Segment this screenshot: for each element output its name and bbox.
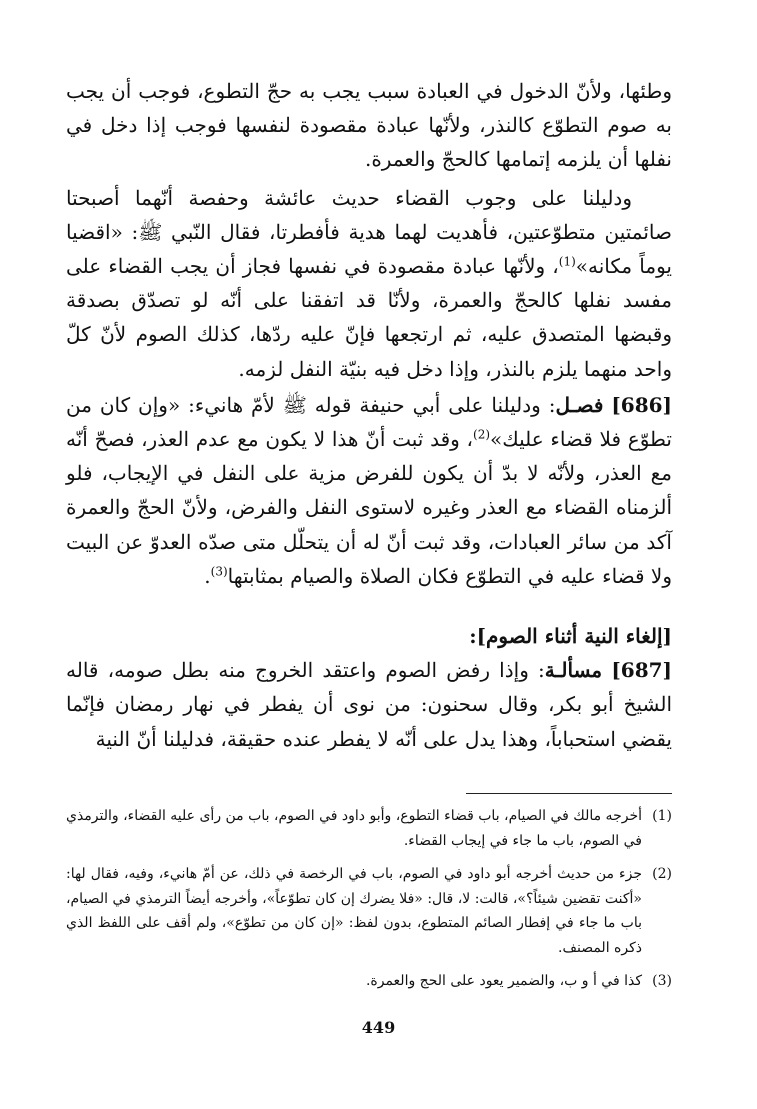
footnote-ref-3: (3) (210, 564, 228, 579)
section-686-label: فصـل (555, 392, 604, 417)
main-text (66, 74, 672, 756)
paragraph-2-part-a: ودليلنا على وجوب القضاء حديث عائشة وحفصة أنّهما أصبحتا صائمتين متطوّعتين، فأهديت لهما هدية فأفطرتا، فقال النّبي ﷺ: «اقضيا يوماً مكانه» (66, 185, 672, 279)
footnote-ref-2: (2) (473, 427, 491, 442)
footnote-number: (3) (652, 973, 672, 989)
footnote-3 (66, 969, 672, 994)
page-number: 449 (361, 1018, 396, 1037)
footnote-text: أخرجه مالك في الصيام، باب قضاء التطوع، وأبو داود في الصوم، باب من رأى عليه القضاء، والترمذي في الصوم، باب ما جاء في إيجاب القضاء. (65, 808, 642, 849)
footnote-text: جزء من حديث أخرجه أبو داود في الصوم، باب في الرخصة في ذلك، عن أمّ هانيء، وفيه، فقال لها: «أكنت تقضين شيئاً؟»، قالت: لا، قال: «فلا يضرك إن كان تطوّعاً»، وأخرجه أيضاً الترمذي في الصيام، باب ما جاء في إفطار الصائم المتطوع، بدون لفظ: «إن كان من تطوّع»، ولم أقف على اللفظ الذي ذكره المصنف. (66, 866, 642, 956)
footnote-separator (466, 793, 672, 794)
footnote-1 (66, 804, 672, 853)
section-687-number: [687] (611, 658, 673, 683)
footnote-ref-1: (1) (558, 254, 576, 269)
section-heading: [إلغاء النية أثناء الصوم]: (469, 624, 672, 649)
section-686-end: . (204, 563, 211, 588)
section-687-text: : وإذا رفض الصوم واعتقد الخروج منه بطل صومه، قاله الشيخ أبو بكر، وقال سحنون: من نوى أن يفطر في نهار رمضان فإنّما يقضي استحباباً، وهذا يدل على أنّه لا يفطر عنده حقيقة، فدليلنا أنّ النية (66, 658, 672, 751)
paragraph-1: وطئها، ولأنّ الدخول في العبادة سبب يجب به حجّ التطوع، فوجب أن يجب به صوم التطوّع كالنذر، ولأنّها عبادة مقصودة لنفسها فوجب إذا دخل في نفلها أن يلزمه إتمامها كالحجّ والعمرة. (66, 79, 672, 172)
paragraph-2-part-b: ، ولأنّها عبادة مقصودة في نفسها فجاز أن يجب القضاء على مفسد نفلها كالحجّ والعمرة، ولأنّا قد اتفقنا على أنّه لو تصدّق بصدقة وقبضها المتصدق عليه، ثم ارتجعها فإنّ عليه ردّها، كذلك الصوم لأنّ كلّ واحد منهما يلزم بالنذر، وإذا دخل فيه بنيّة النفل لزمه. (66, 254, 672, 381)
section-686 (66, 388, 672, 593)
paragraph-2 (66, 181, 672, 386)
footnotes (66, 804, 672, 1003)
footnote-2 (66, 862, 672, 960)
footnote-number: (1) (652, 808, 672, 824)
section-687-label: مسألـة (544, 658, 603, 683)
footnote-text: كذا في أ و ب، والضمير يعود على الحج والعمرة. (365, 973, 642, 989)
section-686-number: [686] (611, 392, 672, 417)
footnote-number: (2) (652, 866, 672, 882)
section-687 (66, 653, 672, 756)
section-686-text-b: ، وقد ثبت أنّ هذا لا يكون مع عدم العذر، فصحّ أنّه مع العذر، ولأنّه لا بدّ أن يكون للفرض مزية على النفل في الإيجاب، فلو ألزمناه القضاء مع العذر وغيره لاستوى النفل والفرض، ولأنّ الحجّ والعمرة آكد من سائر العبادات، وقد ثبت أنّ له أن يتحلّل متى صدّه العدوّ عن البيت ولا قضاء عليه في التطوّع فكان الصلاة والصيام بمثابتها (66, 427, 672, 588)
section-686-text-a: : ودليلنا على أبي حنيفة قوله ﷺ لأمّ هانيء: «وإن كان من تطوّع فلا قضاء عليك» (66, 392, 673, 452)
